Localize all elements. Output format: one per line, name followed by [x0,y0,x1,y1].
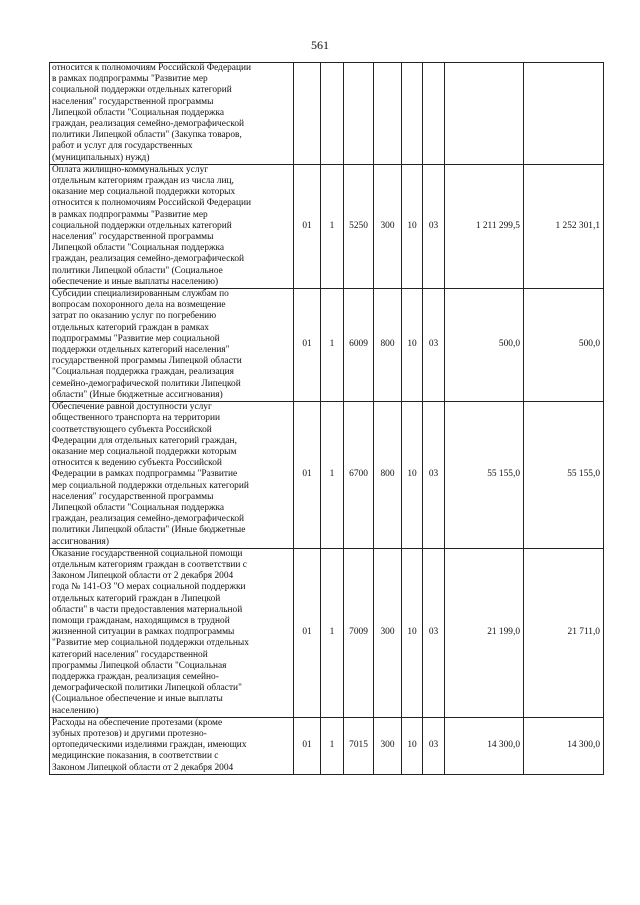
table-row [50,548,604,717]
description-line: Оказание государственной социальной помощи [52,548,243,559]
code-cell-2 [321,63,344,165]
code-cell-6: 03 [423,289,445,402]
code-cell-3: 7009 [344,548,374,717]
amount-cell-1: 500,0 [445,289,524,402]
description-line: населению) [52,705,99,716]
code-cell-5: 10 [402,289,423,402]
amount-cell-2: 55 155,0 [524,402,604,549]
description-line: подпрограммы "Развитие мер социальной [52,333,220,344]
code-cell-1: 01 [294,717,321,774]
code-cell-1: 01 [294,548,321,717]
code-cell-1: 01 [294,289,321,402]
description-line: соответствующего субъекта Российской [52,424,212,435]
description-line: затрат по оказанию услуг по погребению [52,311,217,322]
code-cell-2: 1 [321,289,344,402]
table-row [50,402,604,549]
code-cell-2: 1 [321,402,344,549]
code-cell-3: 7015 [344,717,374,774]
code-cell-6: 03 [423,402,445,549]
description-line: (Социальное обеспечение и иные выплаты [52,694,223,705]
description-line: отдельных категорий граждан в Липецкой [52,593,221,604]
description-line: "Социальная поддержка граждан, реализация [52,367,234,378]
row-description [50,63,294,165]
description-line: государственной программы Липецкой области [52,356,242,367]
description-line: Оплата жилищно-коммунальных услуг [52,164,209,175]
description-line: семейно-демографической политики Липецкой [52,378,241,389]
description-line: населения" государственной программы [52,96,214,107]
code-cell-2: 1 [321,548,344,717]
amount-cell-2 [524,63,604,165]
description-line: социальной поддержки отдельных категорий [52,220,232,231]
code-cell-5: 10 [402,164,423,288]
description-line: Субсидии специализированным службам по [52,289,229,300]
description-line: оказание мер социальной поддержки которым [52,446,237,457]
row-description [50,717,294,774]
description-line: социальной поддержки отдельных категорий [52,85,232,96]
description-line: ортопедическими изделиями граждан, имеющих [52,740,247,751]
description-line: отдельным категориям граждан в соответствии с [52,559,247,570]
amount-cell-2: 21 711,0 [524,548,604,717]
code-cell-4: 800 [374,402,402,549]
code-cell-3 [344,63,374,165]
code-cell-1: 01 [294,402,321,549]
row-description [50,402,294,549]
code-cell-1: 01 [294,164,321,288]
row-description [50,164,294,288]
description-line: области" (Иные бюджетные ассигнования) [52,389,223,400]
table-row [50,63,604,165]
description-line: относится к полномочиям Российской Федерации [52,63,252,73]
description-line: политики Липецкой области" (Иные бюджетные [52,525,246,536]
code-cell-6: 03 [423,717,445,774]
code-cell-5: 10 [402,717,423,774]
description-line: отдельных категорий граждан в рамках [52,322,209,333]
description-line: (муниципальных) нужд) [52,152,150,163]
code-cell-3: 6009 [344,289,374,402]
description-line: Расходы на обеспечение протезами (кроме [52,717,223,728]
amount-cell-1: 1 211 299,5 [445,164,524,288]
code-cell-2: 1 [321,717,344,774]
description-line: Липецкой области "Социальная поддержка [52,502,225,513]
table-row [50,717,604,774]
description-line: политики Липецкой области" (Закупка товаров, [52,130,242,141]
amount-cell-1: 14 300,0 [445,717,524,774]
description-line: медицинские показания, в соответствии с [52,751,219,762]
amount-cell-2: 1 252 301,1 [524,164,604,288]
description-line: Законом Липецкой области от 2 декабря 2004 [52,571,234,582]
description-line: населения" государственной программы [52,491,214,502]
description-line: зубных протезов) и другими протезно- [52,728,207,739]
description-line: обеспечение и иные выплаты населению) [52,276,219,287]
row-description [50,548,294,717]
code-cell-5 [402,63,423,165]
description-line: Федерации в рамках подпрограммы "Развитие [52,469,238,480]
table-row [50,289,604,402]
code-cell-3: 5250 [344,164,374,288]
code-cell-1 [294,63,321,165]
table-row [50,164,604,288]
amount-cell-2: 14 300,0 [524,717,604,774]
amount-cell-1: 21 199,0 [445,548,524,717]
description-line: года № 141-ОЗ "О мерах социальной поддержки [52,582,246,593]
description-line: мер социальной поддержки отдельных категорий [52,480,249,491]
description-line: оказание мер социальной поддержки которых [52,187,236,198]
code-cell-6 [423,63,445,165]
description-line: в рамках подпрограммы "Развитие мер [52,209,208,220]
code-cell-6: 03 [423,548,445,717]
page-number: 561 [311,38,329,52]
description-line: жизненной ситуации в рамках подпрограммы [52,627,235,638]
description-line: Липецкой области "Социальная поддержка [52,107,225,118]
description-line: поддержки отдельных категорий населения" [52,345,230,356]
description-line: граждан, реализация семейно-демографической [52,119,245,130]
description-line: демографической политики Липецкой области" [52,683,242,694]
code-cell-5: 10 [402,402,423,549]
code-cell-2: 1 [321,164,344,288]
code-cell-4 [374,63,402,165]
description-line: области" в части предоставления материальной [52,604,243,615]
description-line: граждан, реализация семейно-демографической [52,254,245,265]
code-cell-6: 03 [423,164,445,288]
description-line: "Развитие мер социальной поддержки отдельных [52,638,249,649]
code-cell-5: 10 [402,548,423,717]
description-line: политики Липецкой области" (Социальное [52,265,223,276]
code-cell-4: 800 [374,289,402,402]
description-line: Обеспечение равной доступности услуг [52,402,212,413]
amount-cell-1 [445,63,524,165]
amount-cell-2: 500,0 [524,289,604,402]
description-line: в рамках подпрограммы "Развитие мер [52,74,208,85]
amount-cell-1: 55 155,0 [445,402,524,549]
row-description [50,289,294,402]
description-line: категорий населения" государственной [52,649,208,660]
code-cell-4: 300 [374,717,402,774]
description-line: населения" государственной программы [52,232,214,243]
code-cell-4: 300 [374,164,402,288]
description-line: программы Липецкой области "Социальная [52,660,227,671]
budget-table [49,62,604,775]
description-line: относится к полномочиям Российской Федерации [52,198,252,209]
description-line: отдельным категориям граждан из числа лиц, [52,176,234,187]
description-line: вопросам похоронного дела на возмещение [52,300,226,311]
description-line: работ и услуг для государственных [52,141,193,152]
code-cell-3: 6700 [344,402,374,549]
code-cell-4: 300 [374,548,402,717]
description-line: Липецкой области "Социальная поддержка [52,243,225,254]
description-line: граждан, реализация семейно-демографической [52,514,245,525]
description-line: помощи гражданам, находящимся в трудной [52,615,230,626]
description-line: Законом Липецкой области от 2 декабря 2004 [52,762,234,773]
description-line: ассигнования) [52,536,109,547]
description-line: относится к ведению субъекта Российской [52,458,222,469]
description-line: поддержка граждан, реализация семейно- [52,671,219,682]
description-line: общественного транспорта на территории [52,413,221,424]
description-line: Федерации для отдельных категорий граждан, [52,435,237,446]
